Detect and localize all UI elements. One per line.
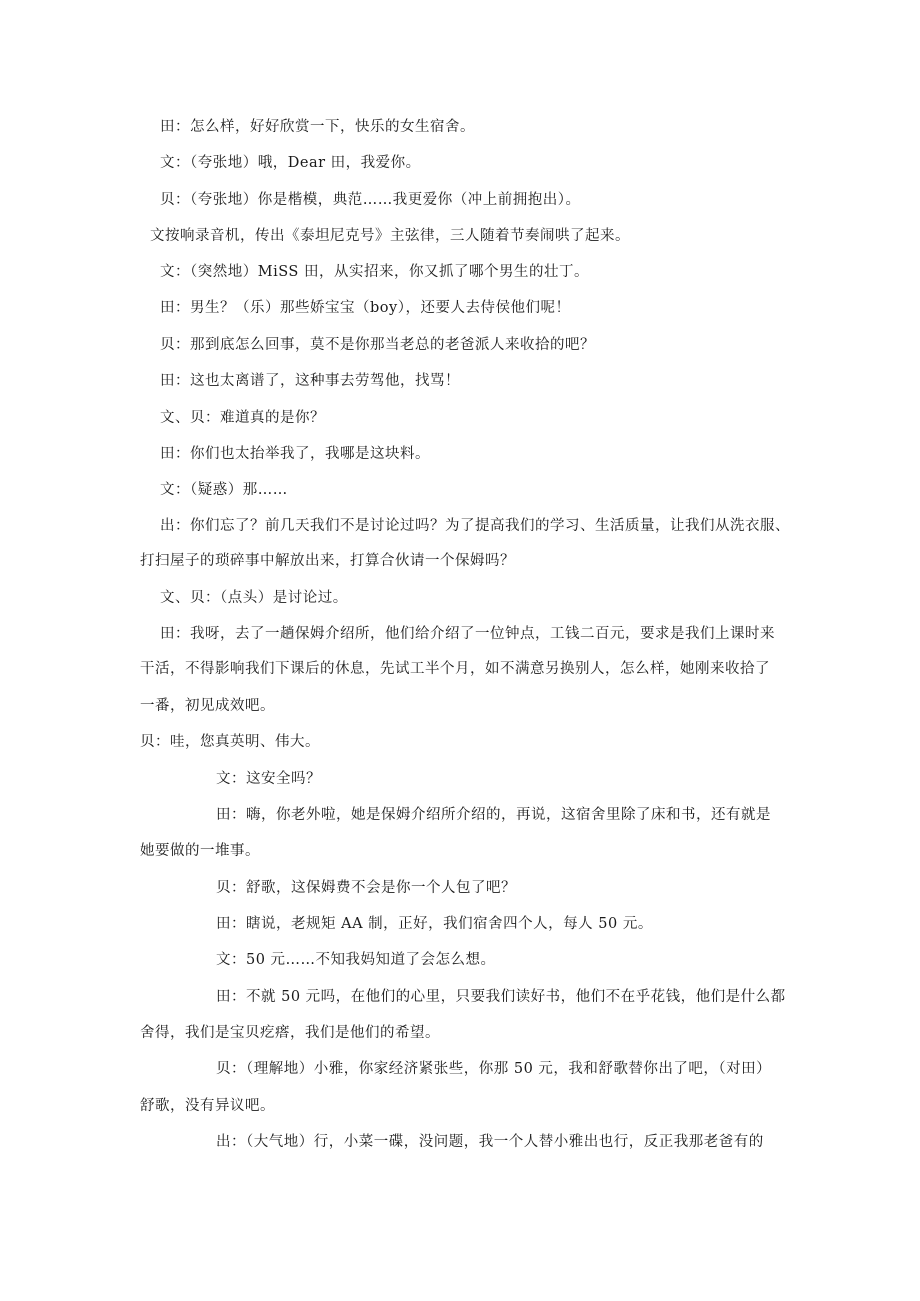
script-line: 田：你们也太抬举我了，我哪是这块料。 <box>160 446 430 462</box>
script-line: 文、贝：（点头）是讨论过。 <box>160 590 348 606</box>
script-line: 田：我呀，去了一趟保姆介绍所，他们给介绍了一位钟点，工钱二百元，要求是我们上课时来 <box>160 626 775 642</box>
script-line: 文、贝：难道真的是你？ <box>160 410 325 426</box>
script-line: 文：（突然地）MiSS 田，从实招来，你又抓了哪个男生的壮丁。 <box>160 264 589 280</box>
script-line: 田：怎么样，好好欣赏一下，快乐的女生宿舍。 <box>160 119 475 135</box>
script-line: 文：（夸张地）哦，Dear 田，我爱你。 <box>160 155 421 171</box>
script-line: 出：你们忘了？前几天我们不是讨论过吗？为了提高我们的学习、生活质量，让我们从洗衣服、 <box>160 518 790 534</box>
script-line: 文按响录音机，传出《泰坦尼克号》主弦律，三人随着节奏闹哄了起来。 <box>150 228 630 244</box>
script-line: 干活，不得影响我们下课后的休息，先试工半个月，如不满意另换别人，怎么样，她刚来收拾了 <box>140 661 770 677</box>
script-line: 田：瞎说，老规矩 AA 制，正好，我们宿舍四个人，每人 50 元。 <box>216 916 653 932</box>
script-line: 文：50 元……不知我妈知道了会怎么想。 <box>216 952 496 968</box>
script-line: 贝：那到底怎么回事，莫不是你那当老总的老爸派人来收拾的吧？ <box>160 337 595 353</box>
script-line: 田：嗨，你老外啦，她是保姆介绍所介绍的，再说，这宿舍里除了床和书，还有就是 <box>216 807 771 823</box>
script-line: 舍得，我们是宝贝疙瘩，我们是他们的希望。 <box>140 1025 440 1041</box>
script-line: 出：（大气地）行，小菜一碟，没问题，我一个人替小雅出也行，反正我那老爸有的 <box>216 1134 764 1150</box>
script-line: 舒歌，没有异议吧。 <box>140 1098 275 1114</box>
script-line: 贝：（理解地）小雅，你家经济紧张些，你那 50 元，我和舒歌替你出了吧，（对田） <box>216 1061 772 1077</box>
script-line: 文：（疑惑）那…… <box>160 482 288 498</box>
script-line: 打扫屋子的琐碎事中解放出来，打算合伙请一个保姆吗？ <box>140 553 515 569</box>
script-line: 贝：舒歌，这保姆费不会是你一个人包了吧？ <box>216 880 516 896</box>
script-line: 她要做的一堆事。 <box>140 843 260 859</box>
script-line: 文：这安全吗？ <box>216 771 321 787</box>
script-line: 一番，初见成效吧。 <box>140 698 275 714</box>
script-line: 贝：（夸张地）你是楷模，典范……我更爱你（冲上前拥抱出）。 <box>160 192 581 208</box>
script-line: 贝：哇，您真英明、伟大。 <box>140 734 320 750</box>
script-line: 田：不就 50 元吗，在他们的心里，只要我们读好书，他们不在乎花钱，他们是什么都 <box>216 989 786 1005</box>
script-line: 田：男生？（乐）那些娇宝宝（boy），还要人去侍侯他们呢！ <box>160 300 571 316</box>
script-line: 田：这也太离谱了，这种事去劳驾他，找骂！ <box>160 373 460 389</box>
